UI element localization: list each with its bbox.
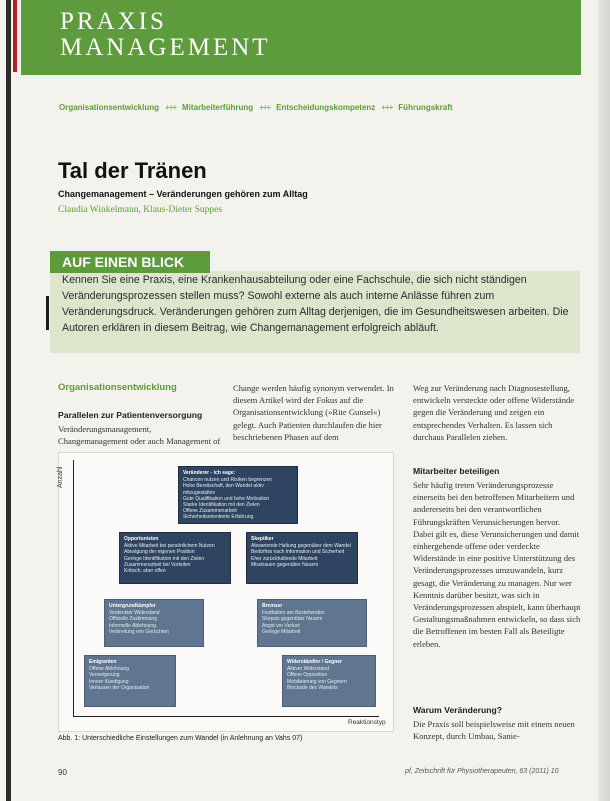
box-line: Offene Opposition bbox=[287, 672, 328, 679]
figure-box-low-left bbox=[104, 599, 204, 647]
column-3-staff-text: Sehr häufig treten Veränderungsprozesse einerseits bei den betroffenen Mitarbeitern und andererseits bei den verantwortlichen Führungskräften Verunsicherungen hervor. Dabei gilt es, diese Verunsicherungen und damit einhergehende offene oder verdeckte Widerstände in eine positive Unterstützung des Veränderungsprozesses umzuwandeln, kurz gesagt, die Veränderung zu managen. Nur wer Kenntnis darüber besitzt, was sich in Veränderungsprozessen abspielt, kann überhaupt Gestaltungsmaßnahmen entwickeln, so dass sich die Betroffenen im besten Fall als Beteiligte erleben. bbox=[413, 480, 581, 649]
journal-reference: pf, Zeitschrift für Physiotherapeuten, 63 (2011) 10 bbox=[405, 768, 559, 775]
keyword-2: Mitarbeiterführung bbox=[182, 103, 254, 112]
subheading-parallels: Parallelen zur Patientenversorgung bbox=[58, 410, 203, 420]
box-line: Hohe Bereitschaft, den Wandel aktiv mitzugestalten bbox=[183, 483, 264, 496]
figure-box-bottom-left bbox=[84, 655, 176, 707]
column-3-why-text: Die Praxis soll beispielsweise mit einem neuen Konzept, durch Umbau, Sanie- bbox=[413, 719, 575, 742]
keyword-4: Führungskraft bbox=[398, 103, 453, 112]
figure-x-label: Reaktionstyp bbox=[348, 719, 386, 726]
box-line: Misstrauen gegenüber Neuem bbox=[251, 561, 319, 568]
box-title: Opportunisten bbox=[124, 536, 159, 542]
box-title: Bremser bbox=[262, 603, 283, 609]
box-line: Skepsis gegenüber Neuem bbox=[262, 616, 323, 623]
column-3-intro: Weg zur Veränderung nach Diagnosestellung, entwickeln versteckte oder offene Widerstände gegen die Veränderung und zeigen ein entsprechendes Verhalten. Es lassen sich durchaus Parallelen ziehen. bbox=[413, 383, 575, 442]
box-line: Mobilisierung von Gegnern bbox=[287, 678, 347, 685]
box-line: Verbreitung von Gerüchten bbox=[109, 628, 169, 635]
figure-box-mid-left bbox=[119, 532, 231, 584]
keyword-breadcrumb bbox=[59, 103, 453, 112]
box-line: Geringe Mitarbeit bbox=[262, 628, 301, 635]
separator-2: +++ bbox=[259, 103, 271, 112]
box-line: Starke Identifikation mit den Zielen bbox=[183, 502, 260, 509]
subheading-why: Warum Veränderung? bbox=[413, 705, 502, 715]
article-subtitle: Changemanagement – Veränderungen gehören zum Alltag bbox=[58, 189, 308, 199]
article-authors: Claudia Winkelmann, Klaus-Dieter Suppes bbox=[58, 205, 223, 215]
box-title: Skeptiker bbox=[251, 536, 274, 542]
box-title: Veränderer - ich sage: bbox=[183, 470, 236, 476]
box-line: Offene Ablehnung bbox=[89, 666, 129, 673]
box-line: Informelle Ablehnung bbox=[109, 622, 156, 629]
figure-box-top bbox=[178, 466, 298, 524]
box-line: Sicherheitsorientierte Erfahrung bbox=[183, 514, 254, 521]
figure-caption: Abb. 1: Unterschiedliche Einstellungen zum Wandel (in Anlehnung an Vahs 07) bbox=[58, 735, 303, 742]
separator-3: +++ bbox=[381, 103, 393, 112]
box-line: Abwartende Haltung gegenüber dem Wandel bbox=[251, 543, 351, 550]
figure-box-low-right bbox=[257, 599, 367, 647]
box-line: Bedürfnis nach Information und Sicherheit bbox=[251, 549, 345, 556]
section-marker bbox=[13, 0, 17, 72]
box-line: Offizielle Zustimmung bbox=[109, 616, 157, 623]
box-line: Innere Kündigung bbox=[89, 678, 129, 685]
box-line: Zusammenarbeit bei Vorteilen bbox=[124, 561, 191, 568]
column-2-text: Change werden häufig synonym verwendet. In diesem Artikel wird der Fokus auf die Organisationsentwicklung (»Rite Gunsel«) gelegt. Auch Patienten durchlaufen die hier beschriebenen Phasen auf dem bbox=[233, 383, 394, 442]
box-line: Verweigerung bbox=[89, 672, 120, 679]
box-line: Abwägung der eigenen Position bbox=[124, 549, 195, 556]
binding-edge bbox=[6, 0, 11, 801]
box-line: Offene Zusammenarbeit bbox=[183, 508, 237, 515]
box-line: Verlassen der Organisation bbox=[89, 684, 150, 691]
box-line: Eher zurückhaltende Mitarbeit bbox=[251, 555, 318, 562]
subheading-staff: Mitarbeiter beteiligen bbox=[413, 466, 500, 476]
keyword-1: Organisationsentwicklung bbox=[59, 103, 160, 112]
box-line: Verdeckter Widerstand bbox=[109, 610, 160, 617]
box-title: Widerständler / Gegner bbox=[287, 659, 342, 665]
figure-y-label: Anzahl bbox=[57, 466, 64, 488]
box-line: Chancen nutzen und Risiken begrenzen bbox=[183, 477, 272, 484]
article-title: Tal der Tränen bbox=[58, 158, 207, 183]
section-header bbox=[21, 0, 581, 75]
box-line: Aktiver Widerstand bbox=[287, 666, 329, 673]
separator-1: +++ bbox=[165, 103, 177, 112]
figure-box-bottom-right bbox=[282, 655, 376, 707]
box-line: Blockade des Wandels bbox=[287, 684, 338, 691]
box-line: Festhalten am Bestehenden bbox=[262, 610, 325, 617]
column-1-text: Veränderungsmanagement, Changemanagement oder auch Management of bbox=[58, 424, 221, 447]
figure-x-axis bbox=[73, 716, 379, 717]
box-line: Aktive Mitarbeit bei persönlichem Nutzen bbox=[124, 543, 215, 550]
box-line: Kritisch, aber offen bbox=[124, 568, 166, 575]
scan-edge bbox=[598, 0, 610, 801]
header-line-1: PRAXIS bbox=[60, 8, 167, 35]
summary-marker bbox=[46, 296, 49, 330]
box-title: Emigranten bbox=[89, 659, 117, 665]
box-line: Angst vor Verlust bbox=[262, 622, 300, 629]
figure-y-axis bbox=[73, 460, 74, 716]
summary-tag: AUF EINEN BLICK bbox=[50, 251, 210, 273]
header-line-2: MANAGEMENT bbox=[60, 34, 271, 61]
box-line: Gute Qualifikation und hohe Motivation bbox=[183, 495, 270, 502]
summary-text: Kennen Sie eine Praxis, eine Krankenhausabteilung oder eine Fachschule, die sich nicht ständigen Veränderungsprozessen stellen muss? Sowohl externe als auch interne Anlässe führen zum Veränderungsdruck. Veränderungen gehören zum Alltag derjenigen, die im Gesundheitswesen arbeiten. Die Autoren erklären in diesem Beitrag, wie Changemanagement erfolgreich abläuft. bbox=[62, 274, 569, 334]
box-line: Geringe Identifikation mit den Zielen bbox=[124, 555, 205, 562]
keyword-3: Entscheidungskompetenz bbox=[276, 103, 376, 112]
figure-box-mid-right bbox=[246, 532, 358, 584]
section-heading-organisation: Organisationsentwicklung bbox=[58, 382, 177, 393]
page-number: 90 bbox=[58, 768, 67, 777]
box-title: Untergrundkämpfer bbox=[109, 603, 156, 609]
